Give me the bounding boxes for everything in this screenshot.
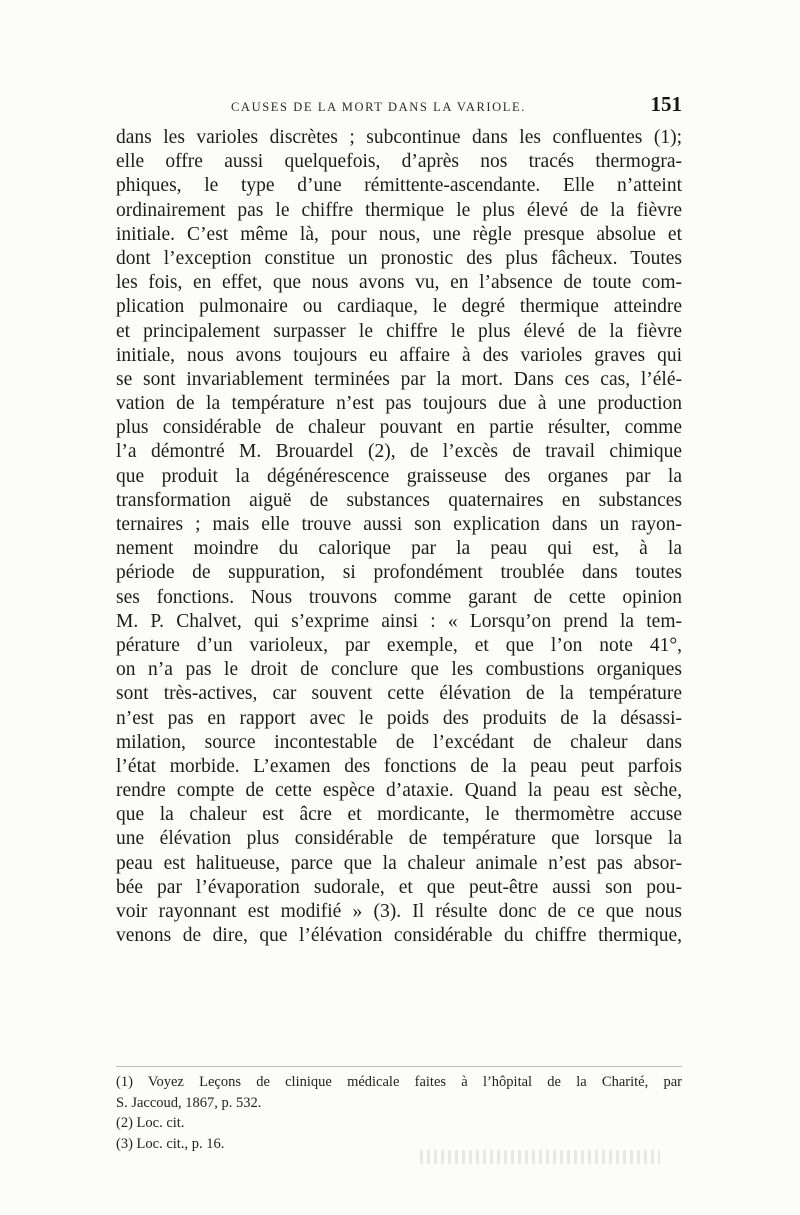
text-line: sont très-actives, car souvent cette élévation de la température [116,683,682,705]
text-line: nement moindre du calorique par la peau qui est, à la [116,538,682,560]
text-line: les fois, en effet, que nous avons vu, en l’absence de toute com- [116,272,682,294]
text-line: vation de la température n’est pas toujours due à une production [116,393,682,415]
text-line: que produit la dégénérescence graisseuse des organes par la [116,465,682,487]
text-line: rendre compte de cette espèce d’ataxie. Quand la peau est sèche, [116,780,682,802]
footnote-1-continued: S. Jaccoud, 1867, p. 532. [116,1094,262,1111]
text-line: initiale. C’est même là, pour nous, une règle presque absolue et [116,223,682,245]
text-line: phiques, le type d’une rémittente-ascendante. Elle n’atteint [116,175,682,197]
text-line: voir rayonnant est modifié » (3). Il résulte donc de ce que nous [116,901,682,922]
text-line: dont l’exception constitue un pronostic des plus fâcheux. Toutes [116,247,682,269]
text-line: n’est pas en rapport avec le poids des produits de la désassi- [116,707,682,729]
text-line: ses fonctions. Nous trouvons comme garant de cette opinion [116,586,682,608]
text-line: que la chaleur est âcre et mordicante, le thermomètre accuse [116,804,682,826]
footnote-3: (3) Loc. cit., p. 16. [116,1135,225,1152]
text-line: venons de dire, que l’élévation considérable du chiffre thermique, [116,925,682,947]
text-line: elle offre aussi quelquefois, d’après nos tracés thermogra- [116,151,682,173]
text-line: l’état morbide. L’examen des fonctions de la peau peut parfois [116,755,682,777]
text-line: une élévation plus considérable de température que lorsque la [116,828,682,850]
show-through-from-verso [420,1150,660,1164]
text-line: milation, source incontestable de l’excédant de chaleur dans [116,731,682,753]
text-line: l’a démontré M. Brouardel (2), de l’excès de travail chimique [116,441,682,463]
footnote-2: (2) Loc. cit. [116,1115,185,1131]
body-text [116,126,682,948]
text-line: ternaires ; mais elle trouve aussi son explication dans un rayon- [116,514,682,535]
text-line: se sont invariablement terminées par la mort. Dans ces cas, l’élé- [116,368,682,390]
page-header [116,92,682,122]
text-line: pérature d’un varioleux, par exemple, et que l’on note 41°, [116,634,682,656]
text-line: on n’a pas le droit de conclure que les combustions organiques [116,659,682,681]
text-line: ordinairement pas le chiffre thermique le plus élevé de la fièvre [116,199,682,221]
footnote-divider [116,1066,682,1067]
page-number: 151 [650,92,682,116]
text-line: et principalement surpasser le chiffre le plus élevé de la fièvre [116,320,682,342]
text-line: période de suppuration, si profondément troublée dans toutes [116,562,682,584]
text-line: plus considérable de chaleur pouvant en partie résulter, comme [116,417,682,439]
text-line: dans les varioles discrètes ; subcontinue dans les confluentes (1); [116,127,682,148]
text-line: peau est halitueuse, parce que la chaleur animale n’est pas absor- [116,852,682,874]
text-line: M. P. Chalvet, qui s’exprime ainsi : « Lorsqu’on prend la tem- [116,610,682,632]
text-line: initiale, nous avons toujours eu affaire à des varioles graves qui [116,344,682,366]
running-head: CAUSES DE LA MORT DANS LA VARIOLE. [231,100,527,114]
text-line: bée par l’évaporation sudorale, et que peut-être aussi son pou- [116,876,682,898]
text-line: transformation aiguë de substances quaternaires en substances [116,489,682,511]
footnote-1: (1) Voyez Leçons de clinique médicale faites à l’hôpital de la Charité, par [116,1074,682,1090]
text-line: plication pulmonaire ou cardiaque, le degré thermique atteindre [116,296,682,318]
footnotes [116,1072,682,1154]
